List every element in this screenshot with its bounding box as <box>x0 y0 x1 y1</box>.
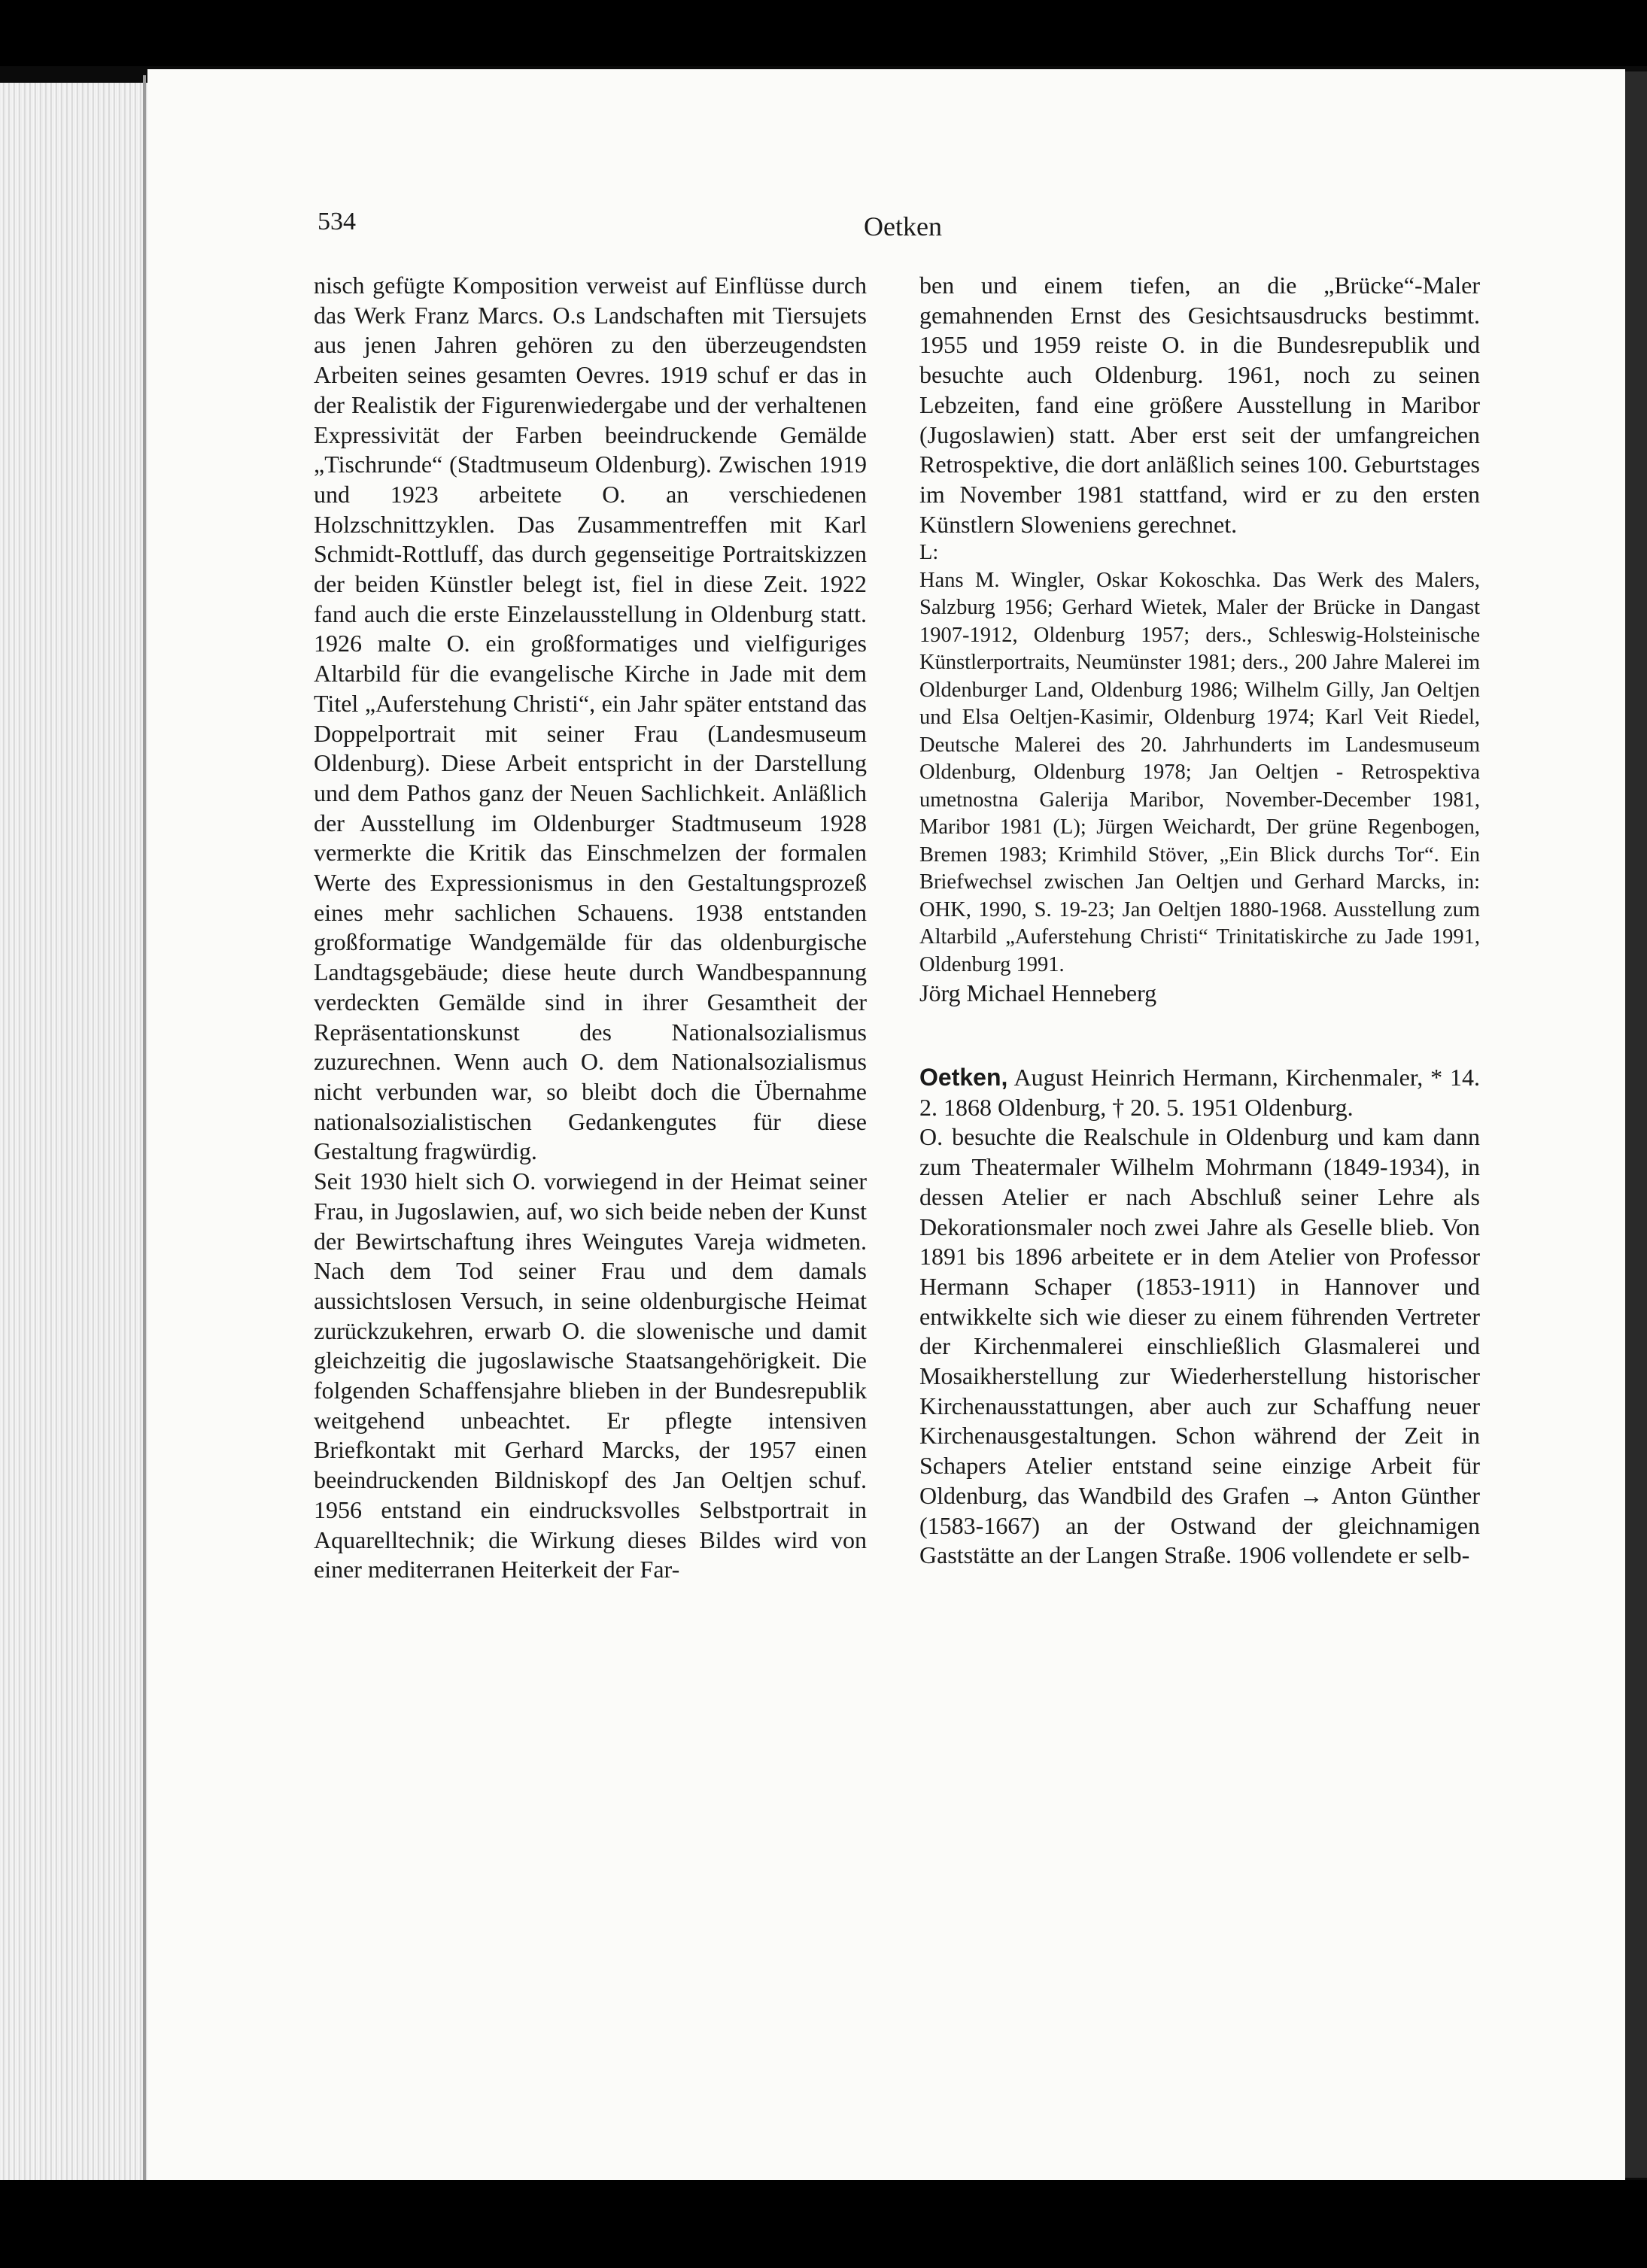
book-page-edges <box>0 83 147 2185</box>
scan-top-border <box>0 0 1647 66</box>
scan-bottom-border <box>0 2180 1647 2268</box>
entry-headword: Oetken, <box>919 1064 1008 1091</box>
right-column <box>919 271 1480 1571</box>
running-head: Oetken <box>864 211 942 241</box>
scan-right-border <box>1625 71 1647 2178</box>
article-author: Jörg Michael Henneberg <box>919 979 1157 1007</box>
gutter-line <box>143 75 146 2181</box>
literature-list: Hans M. Wingler, Oskar Kokoschka. Das Werk des Malers, Salzburg 1956; Gerhard Wietek, Maler der Brücke in Dangast 1907-1912, Oldenburg 1957; ders., Schleswig-Holsteinische Künstlerportraits, Neumünster 1981; ders., 200 Jahre Malerei im Oldenburger Land, Oldenburg 1986; Wilhelm Gilly, Jan Oeltjen und Elsa Oeltjen-Kasimir, Oldenburg 1974; Karl Veit Riedel, Deutsche Malerei des 20. Jahrhunderts im Landesmuseum Oldenburg, Oldenburg 1978; Jan Oeltjen - Retrospektiva umetnostna Galerija Maribor, November-December 1981, Maribor 1981 (L); Jürgen Weichardt, Der grüne Regenbogen, Bremen 1983; Krimhild Stöver, „Ein Blick durchs Tor“. Ein Briefwechsel zwischen Jan Oeltjen und Gerhard Marcks, in: OHK, 1990, S. 19-23; Jan Oeltjen 1880-1968. Ausstellung zum Altarbild „Auferstehung Christi“ Trinitatiskirche zu Jade 1991, Oldenburg 1991. <box>919 568 1480 976</box>
left-column <box>314 271 867 1585</box>
entry-biographical-data: August Heinrich Hermann, Kirchenmaler, * 14. 2. 1868 Oldenburg, † 20. 5. 1951 Oldenburg. <box>919 1064 1481 1121</box>
page-number: 534 <box>318 208 356 235</box>
entry-separator <box>919 1009 1480 1063</box>
literature-label: L: <box>919 541 939 565</box>
body-paragraph: nisch gefügte Komposition verweist auf Einflüsse durch das Werk Franz Marcs. O.s Landschaften mit Tiersujets aus jenen Jahren gehören zu den überzeugendsten Arbeiten seines gesamten Oevres. 1919 schuf er das in der Realistik der Figurenwiedergabe und der verhaltenen Expressivität der Farben beeindruckende Gemälde „Tischrunde“ (Stadtmuseum Oldenburg). Zwischen 1919 und 1923 arbeitete O. an verschiedenen Holzschnittzyklen. Das Zusammentreffen mit Karl Schmidt-Rottluff, das durch gegenseitige Portraitskizzen der beiden Künstler belegt ist, fiel in diese Zeit. 1922 fand auch die erste Einzelausstellung in Oldenburg statt. 1926 malte O. ein großformatiges und vielfiguriges Altarbild für die evangelische Kirche in Jade mit dem Titel „Auferstehung Christi“, ein Jahr später entstand das Doppelportrait mit seiner Frau (Landesmuseum Oldenburg). Diese Arbeit entspricht in der Darstellung und dem Pathos ganz der Neuen Sachlichkeit. Anläßlich der Ausstellung im Oldenburger Stadtmuseum 1928 vermerkte die Kritik das Einschmelzen der formalen Werte des Expressionismus in den Gestaltungsprozeß eines mehr sachlichen Schauens. 1938 entstanden großformatige Wandgemälde für das oldenburgische Landtagsgebäude; diese heute durch Wandbespannung verdeckten Gemälde sind in ihrer Gesamtheit der Repräsentationskunst des Nationalsozialismus zuzurechnen. Wenn auch O. dem Nationalsozialismus nicht verbunden war, so bleibt doch die Übernahme nationalsozialistischen Gedankengutes für diese Gestaltung fragwürdig. <box>314 272 867 1165</box>
body-paragraph: Seit 1930 hielt sich O. vorwiegend in der Heimat seiner Frau, in Jugoslawien, auf, wo sich beide neben der Kunst der Bewirtschaftung ihres Weingutes Vareja widmeten. Nach dem Tod seiner Frau und dem damals aussichtslosen Versuch, in seine oldenburgische Heimat zurückzukehren, erwarb O. die slowenische und damit gleichzeitig die jugoslawische Staatsangehörigkeit. Die folgenden Schaffensjahre blieben in der Bundesrepublik weitgehend unbeachtet. Er pflegte intensiven Briefkontakt mit Gerhard Marcks, der 1957 einen beeindruckenden Bildniskopf des Jan Oeltjen schuf. 1956 entstand ein eindrucksvolles Selbstportrait in Aquarelltechnik; die Wirkung dieses Bildes wird von einer mediterranen Heiterkeit der Far- <box>314 1167 867 1583</box>
entry-heading <box>919 1063 1480 1122</box>
body-paragraph: O. besuchte die Realschule in Oldenburg und kam dann zum Theatermaler Wilhelm Mohrmann (1849-1934), in dessen Atelier er nach Abschluß seiner Lehre als Dekorationsmaler noch zwei Jahre als Geselle blieb. Von 1891 bis 1896 arbeitete er in dem Atelier von Professor Hermann Schaper (1853-1911) in Hannover und entwikkelte sich wie dieser zu einem führenden Vertreter der Kirchenmalerei einschließlich Glasmalerei und Mosaikherstellung zur Wiederherstellung historischer Kirchenausstattungen, aber auch zur Schaffung neuer Kirchenausgestaltungen. Schon während der Zeit in Schapers Atelier entstand seine einzige Arbeit für Oldenburg, das Wandbild des Grafen → Anton Günther (1583-1667) an der Ostwand der gleichnamigen Gaststätte an der Langen Straße. 1906 vollendete er selb- <box>919 1123 1480 1569</box>
body-paragraph: ben und einem tiefen, an die „Brücke“-Maler gemahnenden Ernst des Gesichtsausdrucks bestimmt. 1955 und 1959 reiste O. in die Bundesrepublik und besuchte auch Oldenburg. 1961, noch zu seinen Lebzeiten, fand eine größere Ausstellung in Maribor (Jugoslawien) statt. Aber erst seit der umfangreichen Retrospektive, die dort anläßlich seines 100. Geburtstages im November 1981 stattfand, wird er zu den ersten Künstlern Sloweniens gerechnet. <box>919 272 1480 538</box>
